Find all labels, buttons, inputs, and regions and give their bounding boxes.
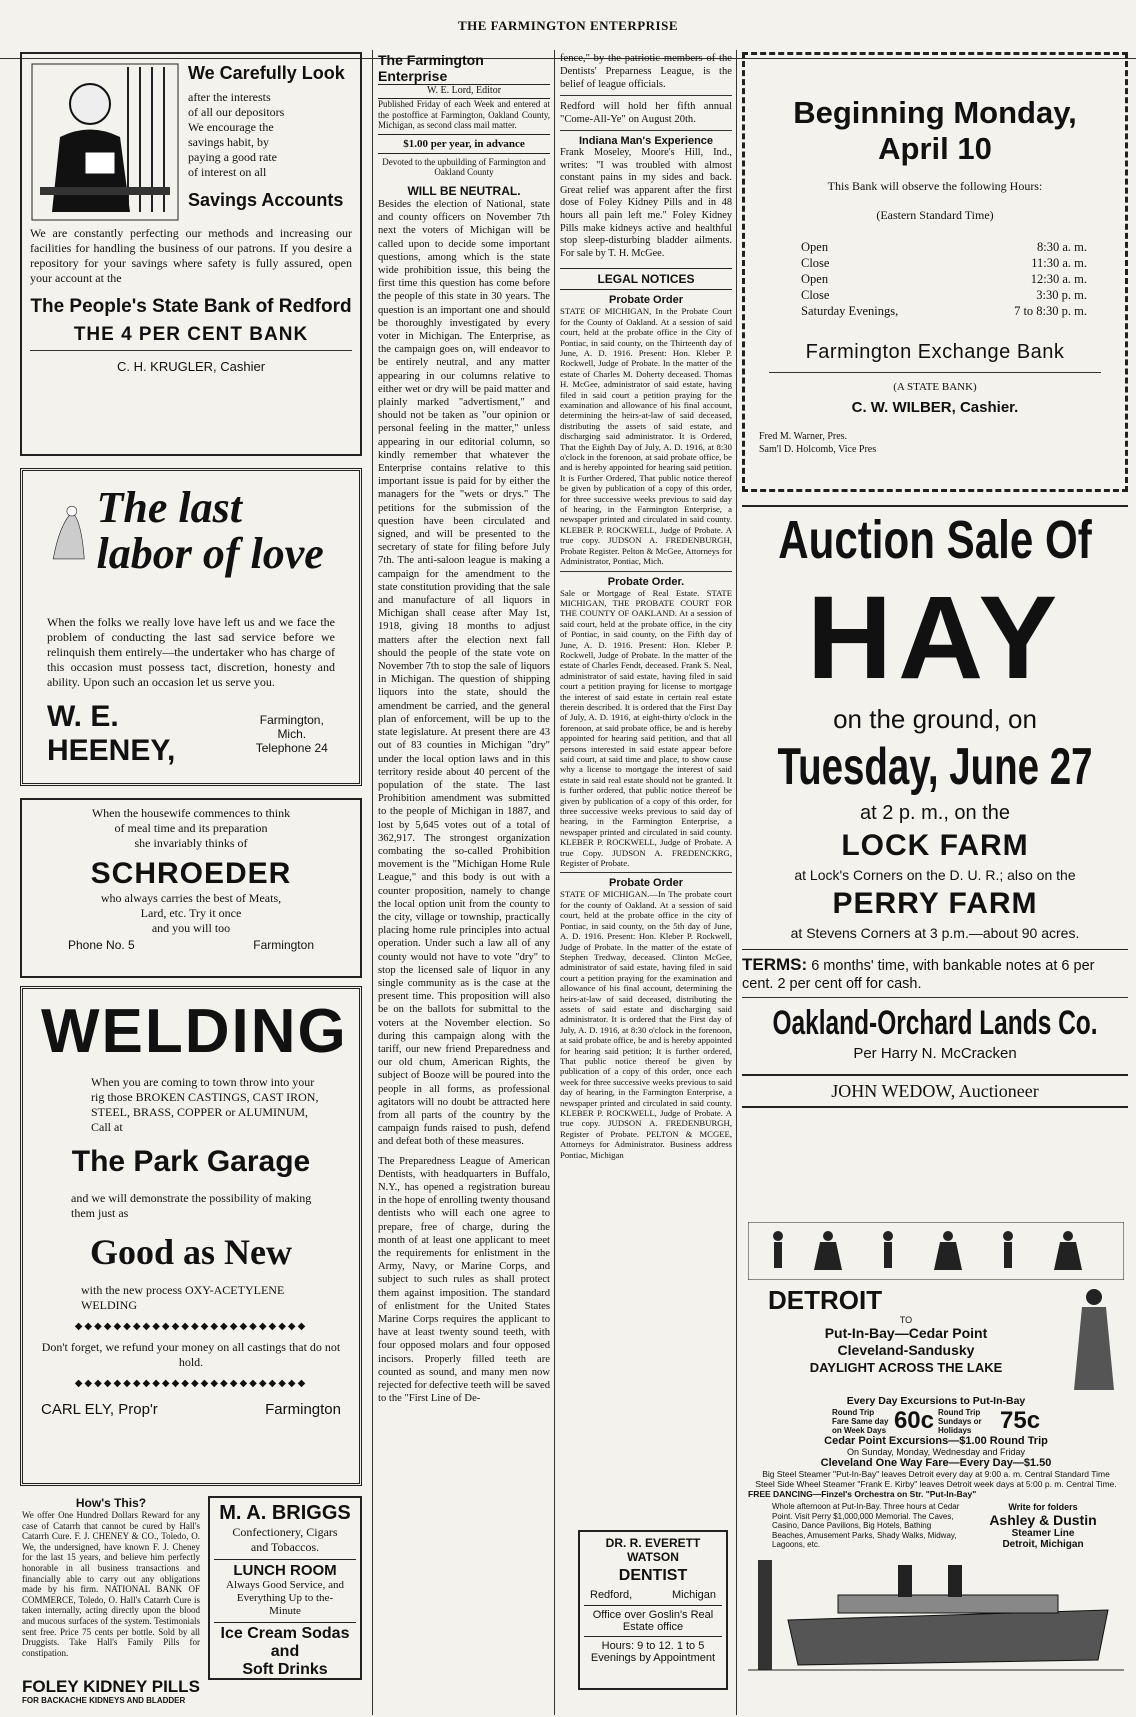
heeney-ad — [20, 468, 362, 786]
hours-table: Open 8:30 a. m. Close 11:30 a. m. Open 12:30 a. m. Close 3:30 p. m. Saturday Evenings, 7 to 8:30 p. m. — [801, 240, 1087, 318]
heeney-phone: Telephone 24 — [255, 741, 328, 755]
good-as-new: Good as New — [89, 1232, 292, 1272]
schroeder-phone: Phone No. 5 — [68, 938, 135, 952]
dentist-office: Office over Goslin's Real Estate office — [584, 1605, 722, 1633]
briggs-name: M. A. BRIGGS — [219, 1502, 351, 1524]
bank-name: The People's State Bank of Redford — [30, 296, 352, 317]
probate1-body: STATE OF MICHIGAN, In the Probate Court for the County of Oakland. At a session of said court, held at the probate office in the City of Pontiac, in said county, on the Thirteenth day of June, A. D. 1916. Present: Hon. Kleber P. Rockwell, Judge of Probate. In the matter of the estate of Charles M. Doherty deceased. Thomas H. McGee, administrator of said estate, having filed in said court a petition praying for the examination and allowance of his final account, determining the heirs-at-law of said deceased, distributing the assets of said estate, and discharging said administrator. It is Ordered, That the Eighth Day of July, A. D. 1916, at 8:30 o'clock in the forenoon, at said probate office, be and is hereby appointed for hearing said petition. It is Further Ordered, That public notice thereof be given by publication of a copy of this order, for three successive weeks previous to said day of hearing, in the Farmington Enterprise, a newspaper printed and circulated in said county. KLEBER P. ROCKWELL, Judge of Probate. A true copy. JUDSON A. FREDENBURGH, Probate Register. Pelton & McGee, Attorneys for Administrator, Pontiac, Mich. — [560, 306, 732, 567]
hours-intro: This Bank will observe the following Hours: — [827, 179, 1043, 193]
auction-headline: Auction Sale Of — [778, 510, 1092, 570]
redford-note: Redford will hold her fifth annual "Come-All-Ye" on August 20th. — [560, 101, 732, 125]
welding-process: with the new process OXY-ACETYLENE WELDING — [81, 1283, 285, 1312]
ice-cream: Ice Cream Sodas and — [214, 1622, 356, 1661]
welding-title: WELDING — [41, 997, 348, 1066]
steamer-illustration — [748, 1550, 1124, 1680]
lock-where: at Lock's Corners on the D. U. R.; also on the — [794, 867, 1076, 883]
legal-notices: LEGAL NOTICES — [560, 268, 732, 290]
bank-tag: THE 4 PER CENT BANK — [73, 324, 309, 345]
paper-name: The Farmington Enterprise — [378, 52, 550, 85]
foley-ad — [22, 1678, 222, 1714]
bank-headline: We Carefully Look — [188, 63, 345, 83]
fare-60c: 60c — [893, 1407, 934, 1434]
neutral-headline: WILL BE NEUTRAL. — [407, 183, 521, 198]
dentist-ad — [578, 1530, 728, 1690]
column-rule — [372, 50, 373, 1715]
welding-prop: CARL ELY, Prop'r — [41, 1401, 158, 1418]
schroeder-name: SCHROEDER — [90, 857, 292, 890]
masthead: THE FARMINGTON ENTERPRISE — [0, 0, 1136, 59]
mourner-illustration — [47, 481, 91, 581]
catarrh-title: How's This? — [75, 1496, 147, 1510]
foley-sub: FOR BACKACHE KIDNEYS AND BLADDER — [22, 1696, 186, 1705]
paper-editor: W. E. Lord, Editor — [426, 85, 502, 96]
perry-where: at Stevens Corners at 3 p.m.—about 90 acres. — [742, 923, 1128, 950]
hours-headline: Beginning Monday, April 10 — [793, 95, 1077, 166]
heeney-title: The last labor of love — [96, 483, 324, 578]
savings-accounts-heading: Savings Accounts — [188, 190, 344, 210]
probate3-body: STATE OF MICHIGAN.—In The probate court for the county of Oakland. At a session of said court, held at the probate office in the city of Pontiac, in said county, on the 5th day of June, A. D. 1916. Present: Hon. Kleber P. Rockwell, Judge of Probate. In the matter of the estate of Stephen Tredway, deceased. Clinton McGee, administrator of said estate, having filed in said court a petition praying for the examination and allowance of his final account, determining the heirs-at-law of said deceased, distributing the assets of said estate and discharging said administrator. It is ordered that the First day of July, A. D. 1916, at 8:30 o'clock in the forenoon, at said probate office, be and is hereby appointed for hearing said petition; It is further ordered, That public notice thereof be given by publication of a copy of this order, once each week for three successive weeks previous to said day of hearing, in the Farmington Enterprise, a newspaper printed and circulated in said county. KLEBER P. ROCKWELL, Judge of Probate. A true copy. JUDSON A. FREDENBURGH, Register of Probate. PELTON & MCGEE, Attorneys for Administrator. Business address Pontiac, Michigan — [560, 889, 732, 1160]
heeney-body: When the folks we really love have left us and we face the problem of conducting the last sad service before we relinquish them entirely—the undertaker who has charge of this occasion must possess tact, discretion, honesty and ability. Upon such an occasion let us serve you. — [47, 615, 335, 689]
perry-farm: PERRY FARM — [832, 887, 1038, 920]
hours-zone: (Eastern Standard Time) — [876, 208, 994, 222]
paper-price: $1.00 per year, in advance — [378, 134, 550, 154]
heeney-name: W. E. HEENEY, — [47, 700, 176, 767]
man-at-desk-illustration — [30, 62, 180, 222]
welding-demo: and we will demonstrate the possibility of making them just as — [71, 1191, 312, 1220]
heeney-town: Farmington, Mich. — [259, 713, 324, 741]
indiana-title: Indiana Man's Experience — [578, 135, 714, 147]
column-rule — [736, 50, 737, 1715]
neutral-article: Besides the election of National, state and county officers on November 7th next the voters of Michigan will be called upon to decide some important questions, among which is the state wide prohibition issue, this being the first time this question has come before the people of this state in 30 years. The question is an important one and should be thoroughly investigated by every voter in Michigan. The Enterprise, as the campaign goes on, will endeavor to be entirely neutral, and any matter appearing in our columns relative to either wet or dry will be paid matter and plainly marked "advertisment," and should not be taken as "our opinion or personal feeling in the matter," unless appearing in our editorial column, so kindly remember that whatever the Enterprise contains relative to this important issue is paid for by either the managers for the "wets or drys." The petitions for the submission of the question have been circulated and signed, and will be presented to the secretary of state for filing before July 7th. The anti-saloon league is making a campaign for the amendment to the state constitution providing that the sale and manufacture of all liquors in Michigan shall cease after May 1st, 1918, giving 18 months to adjust matters after the election next fall should the people of the state vote on November 7th to stop the sale of liquors in Michigan. The question of shipping liquors into the state, should the amendment be carried, and the general plan of enforcement, will be up to the state legislature. At present there are 43 out of 83 counties in Michigan "dry" under the local option laws and in this territory reside about 40 percent of the population of the state. The last Prohibition amendment was submitted to the people of Michigan in 1887, and lost by 5,645 votes out of a total of 362,917. The strongest organization combating the so-called Prohibition movement is the "Michigan Home Rule League," and this body is out with a counter proposition, namely to change the local option unit from the county to the city, village or township, practically placing home rule principles into actual operation. Under such a law all of any county would not have to vote "dry" to stop the licensed sale of liquor in any single community as is the case at the present time. This proposition will also be on the ballots for submittal to the voters at the November election. So during this campaign along with the tariff, our new friend Preparedness and our old chum, American Rights, the subject of Booze will be poured into the people in all forms, as professional agitators will no doubt be attracted here from all parts of the country by the campaign funds raised to push, defend and defeat both of these measures. — [378, 198, 550, 1148]
free-dancing: FREE DANCING—Finzel's Orchestra on Str. "Put-In-Bay" — [748, 1489, 977, 1499]
lock-farm: LOCK FARM — [841, 829, 1029, 862]
indiana-body: Frank Moseley, Moore's Hill, Ind., writes: "I was troubled with almost constant pains in my sides and back. Great relief was apparent after the first dose of Foley Kidney Pills and in 48 hours all pain left me." Foley Kidney Pills make kidneys active and healthful stop sleep-disturbing bladder ailments. For sale by T. H. McGee. — [560, 147, 732, 259]
exchange-vp: Sam'l D. Holcomb, Vice Pres — [759, 444, 877, 455]
auctioneer: JOHN WEDOW, Auctioneer — [742, 1074, 1128, 1108]
park-garage: The Park Garage — [71, 1145, 311, 1178]
auction-hay: HAY — [806, 572, 1064, 704]
bank-hours-ad — [742, 52, 1128, 492]
exchange-cashier: C. W. WILBER, Cashier. — [851, 399, 1019, 416]
editorial-column — [378, 52, 550, 1712]
welding-town: Farmington — [265, 1401, 341, 1418]
detroit-city: DETROIT — [768, 1285, 883, 1315]
briggs-ad: M. A. BRIGGS Confectionery, Cigars and Tobaccos. LUNCH ROOM Always Good Service, and Everything Up to the- Minute Ice Cream Sodas and Soft Drinks — [208, 1496, 362, 1680]
welding-ad: WELDING When you are coming to town throw into your rig those BROKEN CASTINGS, CAST IRON, STEEL, BRASS, COPPER or ALUMINUM, Call at The Park Garage and we will demonstrate the possibility of making them just as Good as New with the new process OXY-ACETYLENE WELDING ◆◆◆◆◆◆◆◆◆◆◆◆◆◆◆◆◆◆◆◆◆◆◆◆ Don't forget, we refund your money on all castings that do not hold. ◆◆◆◆◆◆◆◆◆◆◆◆◆◆◆◆◆◆◆◆◆◆◆◆ CARL ELY, Prop'r Farmington — [20, 986, 362, 1486]
exchange-state: (A STATE BANK) — [893, 381, 977, 393]
auction-date: Tuesday, June 27 — [777, 738, 1093, 796]
ashley-dustin: Ashley & Dustin — [989, 1512, 1097, 1528]
dentists-article: The Preparedness League of American Dentists, with headquarters in Buffalo, N.Y., has opened a registration bureau in the hope of enrolling twenty thousand dentists who will each one agree to prepare, free of charge, during the month of at least one applicant to meet the requirements for enlistment in the Army, Navy, or Marine Corps, and subject to such rules as shall protect them against imposition. The standard of enlistment for the United States Marine Corps requires the applicant to have at least twenty sound teeth, with four opposed molars and four opposed incisors. Properly filled teeth are counted as sound, and many men now rejected for defective teeth will be saved to the "First Line of De- — [378, 1155, 550, 1405]
dentist-evenings: Evenings by Appointment — [590, 1652, 716, 1664]
probate1-title: Probate Order — [609, 294, 683, 307]
paper-devoted: Devoted to the upbuilding of Farmington and Oakland County — [382, 156, 546, 178]
legal-column — [560, 52, 732, 1712]
company-name: Oakland-Orchard Lands Co. — [772, 1004, 1098, 1042]
bank-body: We are constantly perfecting our methods and increasing our facilities for handling the business of our patrons. If you desire a repository for your savings where safety is fully assured, open your account at the — [30, 226, 352, 285]
probate3-title: Probate Order — [609, 877, 683, 890]
bank-lines: after the interests of all our depositors We encourage the savings habit, by paying a good rate of interest on all — [188, 90, 285, 179]
dancers-illustration — [748, 1222, 1124, 1280]
column-rule — [554, 50, 555, 1715]
detroit-dest2: Cleveland-Sandusky — [837, 1342, 975, 1358]
soft-drinks: Soft Drinks — [242, 1661, 328, 1678]
probate2-title: Probate Order. — [607, 575, 685, 588]
detroit-excursions: Every Day Excursions to Put-In-Bay — [846, 1395, 1026, 1407]
auction-time: at 2 p. m., on the — [859, 802, 1011, 824]
dentist-hours: Hours: 9 to 12. 1 to 5 — [584, 1636, 722, 1652]
schroeder-town: Farmington — [253, 938, 314, 952]
exchange-pres: Fred M. Warner, Pres. — [759, 431, 848, 442]
dentist-name: DR. R. EVERETT WATSON — [605, 1536, 701, 1564]
dentist-title: DENTIST — [618, 1567, 688, 1584]
exchange-bank: Farmington Exchange Bank — [805, 341, 1065, 363]
foley-name: FOLEY KIDNEY PILLS — [22, 1678, 200, 1696]
fare-75c: 75c — [1000, 1407, 1041, 1434]
dentist-town: Redford, — [590, 1589, 633, 1601]
cedar-excursions: Cedar Point Excursions—$1.00 Round Trip — [824, 1435, 1048, 1447]
schroeder-intro: When the housewife commences to think — [91, 806, 291, 820]
auction-ground: on the ground, on — [833, 704, 1037, 734]
detroit-to: TO — [899, 1315, 913, 1325]
catarrh-notice — [22, 1496, 200, 1676]
detroit-steamer-ad: DETROIT TO Put-In-Bay—Cedar Point Cleveland-Sandusky DAYLIGHT ACROSS THE LAKE Every Day Excursions to Put-In-Bay Round Trip Fare Same day on Week Days 60c Round Trip Sundays or Holidays 75c Cedar Point Excursions—$1.00 Round Trip On Sunday, Monday, Wednesday and Friday Cleveland One Way Fare—Every Day—$1.50 Big Steel Steamer "Put-In-Bay" leaves Detroit every day at 9:00 a. m. Central Standard Time Steel Side Wheel Steamer "Frank E. Kirby" leaves Detroit week days at 5:00 p. m. Central Time. FREE DANCING—Finzel's Orchestra on Str. "Put-In-Bay" Whole afternoon at Put-In-Bay. Three hours at Cedar Point. Visit Perry $1,000,000 Memorial. The Caves, Casino, Dance Pavilions, Big Hotels, Bathing Beaches, Amusement Parks, Shady Walks, Midway, Lagoons, etc. Write for folders Ashley & Dustin Steamer Line Detroit, Michigan — [744, 1218, 1128, 1714]
bank-ad — [20, 52, 362, 456]
lunch-room: LUNCH ROOM — [214, 1559, 356, 1579]
welding-body: When you are coming to town throw into your rig those BROKEN CASTINGS, CAST IRON, STEEL, BRASS, COPPER or ALUMINUM, Call at — [91, 1075, 319, 1134]
auction-ad — [742, 505, 1128, 1210]
couple-illustration — [1064, 1285, 1124, 1395]
dentists-cont: fence," by the patriotic members of the Dentists' Preparness League, is the belief of league officials. — [560, 53, 732, 90]
auction-terms: TERMS: 6 months' time, with bankable notes at 6 per cent. 2 per cent off for cash. — [742, 955, 1095, 992]
schroeder-ad: When the housewife commences to think of meal time and its preparation she invariably thinks of SCHROEDER who always carries the best of Meats, Lard, etc. Try it once and you will too Phone No. 5 Farmington — [20, 798, 362, 978]
welding-refund: Don't forget, we refund your money on all castings that do not hold. — [41, 1340, 341, 1369]
catarrh-body: We offer One Hundred Dollars Reward for any case of Catarrh that cannot be cured by Hall's Catarrh Cure. F. J. CHENEY & CO., Toledo, O. We, the undersigned, have known F. J. Cheney for the last 15 years, and believe him perfectly honorable in all business transactions and financially able to carry out any obligations made by his firm. NATIONAL BANK OF COMMERCE, Toledo, O. Hall's Catarrh Cure is taken internally, acting directly upon the blood and mucous surfaces of the system. Testimonials sent free. Price 75 cents per bottle. Sold by all Druggists. Take Hall's Family Pills for constipation. — [22, 1510, 200, 1658]
paper-pub: Published Friday of each Week and entered at the postoffice at Farmington, Oakland County, Michigan, as second class mail matter. — [378, 99, 550, 131]
probate2-body: Sale or Mortgage of Real Estate. STATE MICHIGAN, THE PROBATE COURT FOR THE COUNTY OF OAKLAND. At a session of said court, held at the probate office, in the city of Pontiac, in said county, on the Fifth day of June, A. D. 1916. Present: Hon. Kleber P. Rockwell, Judge of Probate. In the matter of the estate of Charles Fendt, deceased. Frank S. Neal, administrator of said estate, having filed in said court a petition praying for license to mortgage the interest of said estate in certain real estate therein described. It is ordered that the First Day of July, A. D. 1916, at eight-thirty o'clock in the forenoon, at said probate office, be and is hereby appointed for hearing said petition, and that all persons interested in said estate appear before said court, at said time and place, to show cause why a license to mortgage the interest of said estate in said real estate should not be granted. It is further ordered, that public notice thereof be given by publication of a copy of this order, for three successive weeks previous to said day of hearing, in the Farmington Enterprise, a newspaper printed and circulated in said county. KLEBER P. ROCKWELL, Judge of Probate. A true Copy. JUDSON A. FREDENCKRG, Register of Probate. — [560, 587, 732, 869]
cleveland-fare: Cleveland One Way Fare—Every Day—$1.50 — [820, 1457, 1052, 1469]
company-per: Per Harry N. McCracken — [853, 1045, 1017, 1062]
detroit-daylight: DAYLIGHT ACROSS THE LAKE — [809, 1360, 1003, 1375]
bank-cashier: C. H. KRUGLER, Cashier — [116, 359, 266, 374]
dentist-state: Michigan — [671, 1589, 716, 1601]
detroit-dest1: Put-In-Bay—Cedar Point — [824, 1325, 988, 1341]
